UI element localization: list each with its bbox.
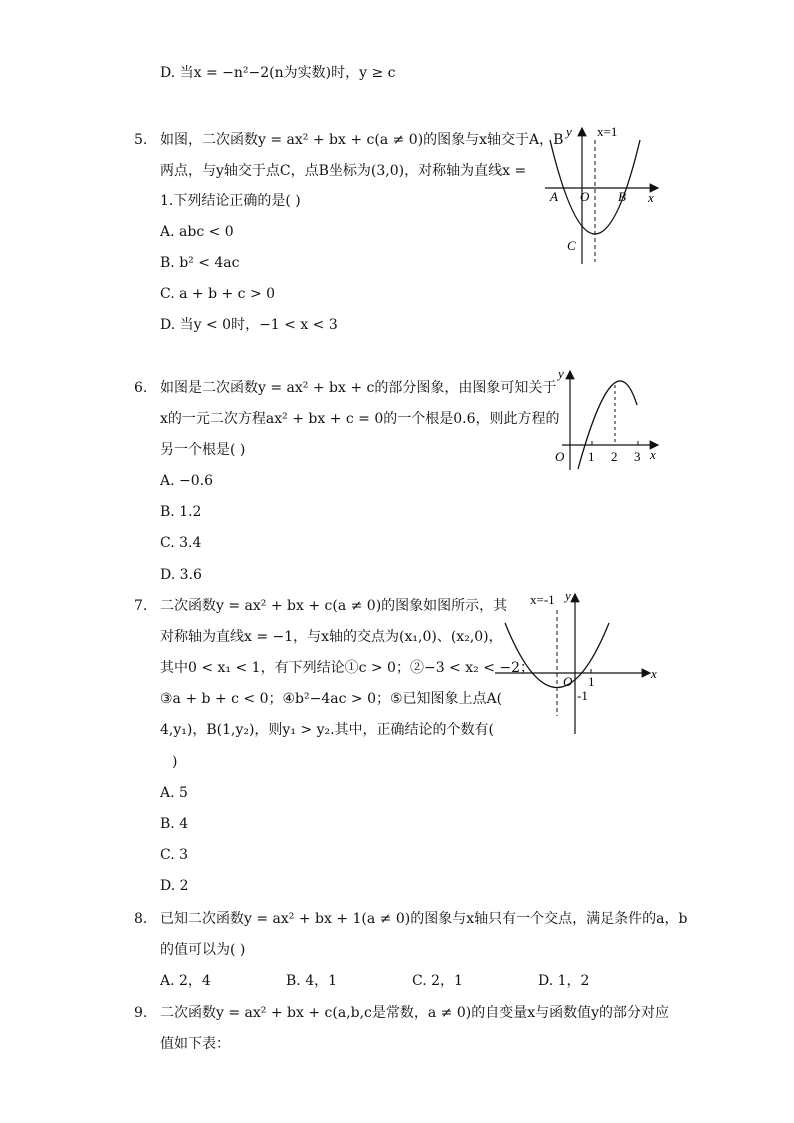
question-text-line: x的一元二次方程ax² + bx + c = 0的一个根是0.6，则此方程的 bbox=[160, 411, 560, 427]
graph-label-b: B bbox=[618, 189, 626, 204]
question-text-line: 已知二次函数y = ax² + bx + 1(a ≠ 0)的图象与x轴只有一个交点，满足条件的a，b bbox=[160, 911, 688, 927]
graph-label-a: A bbox=[550, 189, 558, 204]
question-text-line: 4,y₁)，B(1,y₂)，则y₁ > y₂.其中，正确结论的个数有( bbox=[160, 722, 495, 738]
option-d: D. 当y < 0时，−1 < x < 3 bbox=[160, 317, 338, 333]
question-text-line: 另一个根是( ) bbox=[160, 442, 246, 458]
tick-label-1: 1 bbox=[588, 674, 595, 689]
question-text-line: 二次函数y = ax² + bx + c(a,b,c是常数，a ≠ 0)的自变量x与函数值y的部分对应 bbox=[160, 1005, 670, 1021]
question-number: 7. bbox=[134, 598, 148, 614]
graph-label-x-eq-1: x=1 bbox=[597, 124, 618, 139]
question-text-line: 对称轴为直线x = −1，与x轴的交点为(x₁,0)、(x₂,0)， bbox=[160, 629, 503, 645]
tick-label-1: 1 bbox=[588, 449, 595, 464]
question-number: 6. bbox=[134, 380, 148, 396]
option-a: A. 2，4 bbox=[160, 973, 211, 989]
option-c: C. 2，1 bbox=[412, 973, 463, 989]
q4-option-d: D. 当x = −n²−2(n为实数)时，y ≥ c bbox=[160, 65, 396, 81]
question-text-line: 其中0 < x₁ < 1，有下列结论①c > 0；②−3 < x₂ < −2； bbox=[160, 660, 535, 676]
q5-parabola-graph bbox=[540, 122, 670, 267]
graph-label-o: O bbox=[563, 674, 573, 689]
graph-label-o: O bbox=[580, 189, 590, 204]
tick-label-2: 2 bbox=[611, 449, 618, 464]
graph-label-x-eq-neg1: x=-1 bbox=[530, 592, 555, 607]
graph-label-x: x bbox=[648, 190, 654, 205]
graph-label-y: y bbox=[566, 124, 572, 139]
option-c: C. 3 bbox=[160, 847, 189, 863]
parabola-curve bbox=[578, 381, 637, 469]
question-text-line: 如图是二次函数y = ax² + bx + c的部分图象，由图象可知关于 bbox=[160, 380, 557, 396]
option-c: C. 3.4 bbox=[160, 535, 202, 551]
option-b: B. 4 bbox=[160, 816, 189, 832]
graph-label-x: x bbox=[650, 447, 656, 462]
graph-label-c: C bbox=[567, 238, 576, 253]
question-text-line: 的值可以为( ) bbox=[160, 942, 246, 958]
option-b: B. 4，1 bbox=[286, 973, 338, 989]
q7-parabola-graph bbox=[495, 588, 665, 738]
graph-label-x: x bbox=[651, 666, 657, 681]
question-text-line: ③a + b + c < 0；④b²−4ac > 0；⑤已知图象上点A( bbox=[160, 691, 503, 707]
question-text-line: 二次函数y = ax² + bx + c(a ≠ 0)的图象如图所示，其 bbox=[160, 598, 508, 614]
question-number: 5. bbox=[134, 132, 148, 148]
option-a: A. 5 bbox=[160, 785, 188, 801]
option-d: D. 3.6 bbox=[160, 567, 202, 583]
option-d: D. 1，2 bbox=[538, 973, 590, 989]
graph-label-y: y bbox=[565, 588, 571, 603]
question-number: 9. bbox=[134, 1005, 148, 1021]
question-number: 8. bbox=[134, 911, 148, 927]
option-a: A. abc < 0 bbox=[160, 224, 234, 240]
tick-label-neg1: -1 bbox=[577, 688, 588, 703]
option-b: B. 1.2 bbox=[160, 504, 202, 520]
question-text-line: 两点，与y轴交于点C，点B坐标为(3,0)，对称轴为直线x = bbox=[160, 163, 527, 179]
option-a: A. −0.6 bbox=[160, 473, 214, 489]
graph-label-o: O bbox=[555, 449, 565, 464]
graph-label-y: y bbox=[558, 366, 564, 381]
question-text-line: 值如下表： bbox=[160, 1036, 230, 1052]
option-d: D. 2 bbox=[160, 878, 189, 894]
option-b: B. b² < 4ac bbox=[160, 255, 240, 271]
question-text-line: ) bbox=[172, 754, 178, 770]
option-c: C. a + b + c > 0 bbox=[160, 286, 276, 302]
question-text-line: 如图，二次函数y = ax² + bx + c(a ≠ 0)的图象与x轴交于A，B bbox=[160, 132, 564, 148]
tick-label-3: 3 bbox=[634, 449, 641, 464]
q6-parabola-graph bbox=[550, 365, 665, 475]
question-text-line: 1.下列结论正确的是( ) bbox=[160, 193, 301, 209]
